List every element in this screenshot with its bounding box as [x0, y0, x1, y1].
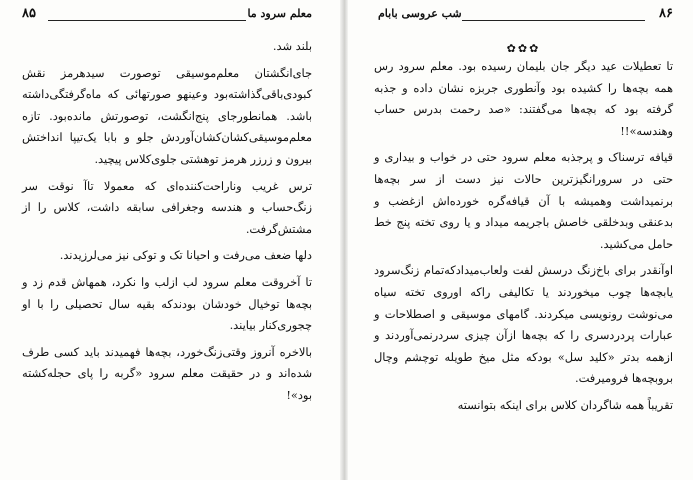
paragraph: دلها ضعف می‌رفت و احیانا تک و توکی نیز می‌لرزیدند. — [59, 248, 312, 263]
paragraph: تا تعطیلات عید دیگر جان بلیمان رسیده بود. معلم سرود رس همه‌ بچه‌ها را کشیده بود وآنطوری جربزه نشان داده و جذبه گرفته بود که بچه‌ها می‌گفتند: «صد رحمت بدرس حساب وهندسه»!! — [374, 59, 673, 138]
left-page — [0, 0, 340, 480]
paragraph: تقریباً همه شاگردان کلاس برای اینکه بتوانسته — [457, 397, 673, 412]
right-page — [348, 0, 693, 480]
paragraph: قیافه ترسناک و پرجذبه معلم سرود حتی در خواب و بیداری و حتی در سرورانگیزترین حالات نیز دست از سر بچه‌ها برنمیداشت وهمیشه با آن قیافه‌گره خورده‌اش ازغضب و بدعنقی وبدخلقی خاصش باجریمه میداد و یا روی تخته پنج خط حامل می‌کشید. — [374, 150, 673, 251]
paragraph: ترس غریب وناراحت‌کننده‌ای که معمولا تاآ نوقت سر زنگ‌حساب و هندسه وجغرافی سابقه داشت، کلاس را از مشتش‌گرفت. — [22, 178, 312, 236]
left-page-body — [22, 36, 312, 407]
right-page-body — [374, 56, 673, 417]
paragraph: بلند شد. — [272, 39, 312, 53]
right-page-header — [374, 4, 673, 30]
left-page-number: ۸۵ — [22, 6, 36, 21]
paragraph: اوآنقدر برای ‌باخ‌زنگ‌ درسش لفت ولعاب‌میدادکه‌تمام زنگ‌سرود یابچه‌ها چوب میخوردند یا تکالیفی راکه اوروی تخته سیاه می‌نوشت رونویسی میکردند. گامهای موسیقی و اصطلاحات و عبارات پردردسری را که بچه‌ها ازآن چیزی سردرنمی‌آوردند و ازهمه بدتر «کلید سل» بودکه مثل میخ طویله توچشم وچال بروبچه‌ها فرومیرفت. — [374, 263, 673, 386]
book-gutter — [340, 0, 348, 480]
paragraph: بالاخره آنروز وقتی‌زنگ‌خورد، بچه‌ها فهمیدند باید کسی طرف شده‌اند و در حقیقت معلم سرود «گربه را پای حجله‌کشته بود»! — [22, 344, 312, 402]
header-rule — [48, 20, 246, 21]
section-ornament: ✿✿✿ — [506, 42, 541, 55]
left-page-header — [22, 4, 312, 30]
header-rule — [462, 20, 645, 21]
right-running-title: شب عروسی بابام — [378, 7, 462, 20]
paragraph: جای‌انگشتان معلم‌موسیقی توصورت سیدهرمز نقش کبودی‌باقی‌گذاشته‌بود وعینهو صورتهائی که ماه‌گرفتگی‌داشته باشد. همانطورجای پنج‌انگشت، توصورتش مانده‌بود. تازه معلم‌موسیقی‌کشان‌کشان‌آوردش جلو و بابا‌ یک‌تیپا انداختش بیرون و زرزر هرمز توهشتی جلوی‌کلاس پیچید. — [22, 65, 312, 166]
left-running-title: معلم سرود ما — [247, 7, 312, 20]
right-page-number: ۸۶ — [659, 6, 673, 21]
paragraph: تا آخروقت معلم سرود لب ازلب وا نکرد، همهاش قدم زد و بچه‌ها توخیال خودشان بودندکه بقیه سال تحصیلی را با او چجوری‌کنار بیایند. — [22, 274, 312, 333]
